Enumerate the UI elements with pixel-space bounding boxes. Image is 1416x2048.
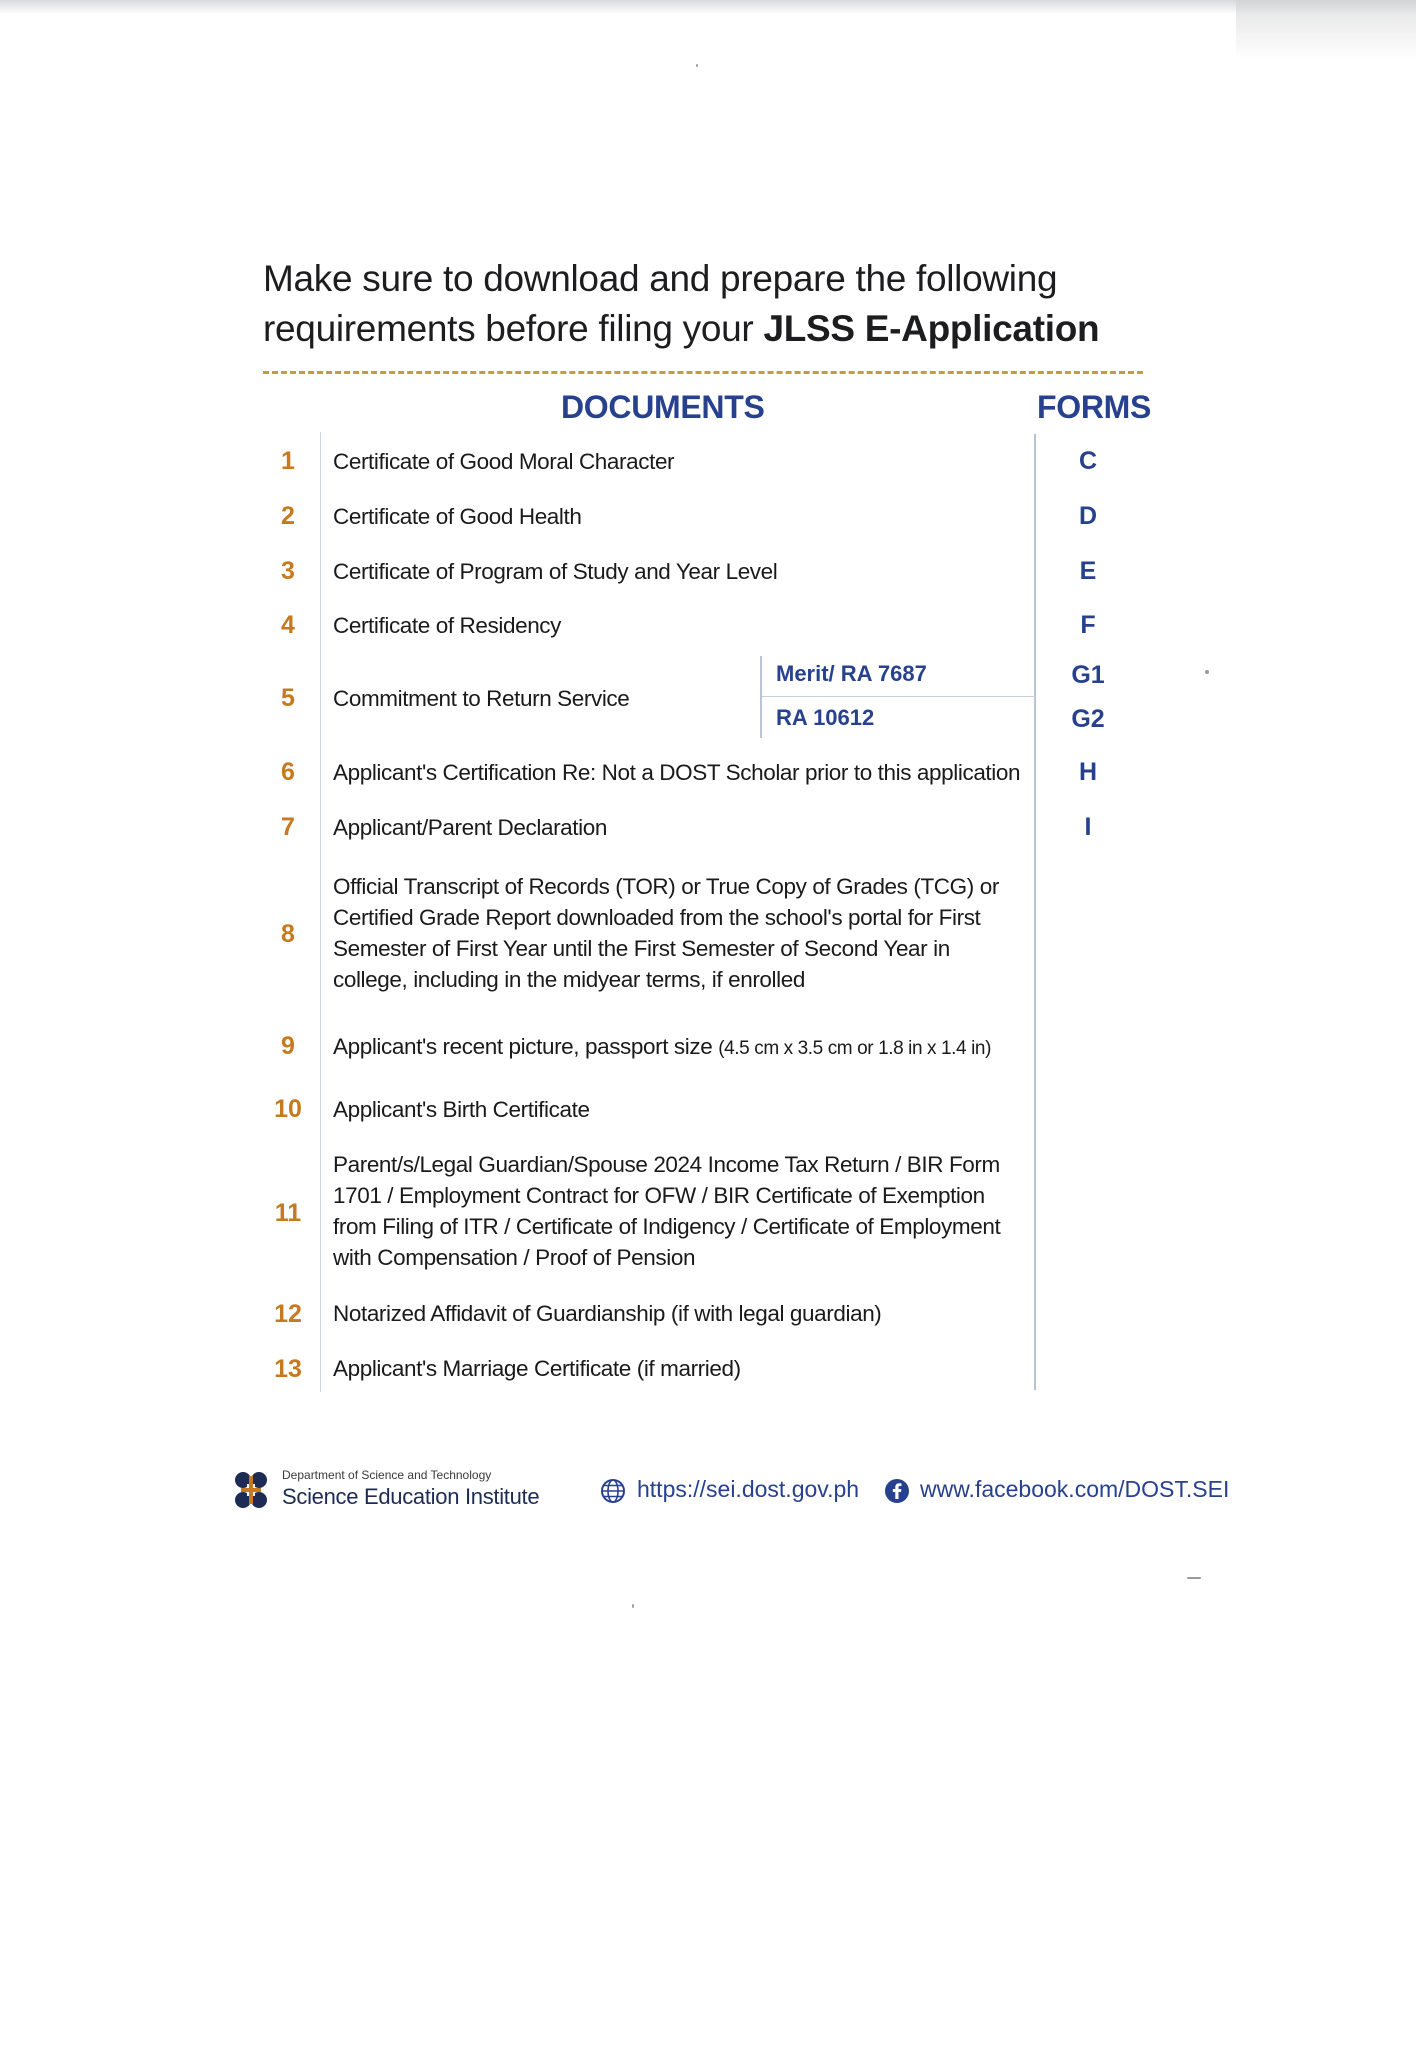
document-name-main: Applicant's recent picture, passport size [333,1034,713,1059]
scan-speck [632,1604,634,1608]
form-code: H [1078,758,1098,786]
document-name: Applicant's Marriage Certificate (if married) [333,1356,741,1381]
document-name: Applicant's Certification Re: Not a DOST Scholar prior to this application [333,760,1021,785]
form-code: G2 [1071,705,1105,733]
document-name: Parent/s/Legal Guardian/Spouse 2024 Income Tax Return / BIR Form 1701 / Employment Contract for OFW / BIR Certificate of Exemption from Filing of ITR / Certificate of Indigency / Certificate of Employment with Compensation / Proof of Pension [333,1152,1001,1270]
heading-line-2-prefix: requirements before filing your [263,308,764,349]
form-code: D [1078,502,1098,530]
return-service-option-label: Merit/ RA 7687 [776,661,927,686]
forms-divider-rule [1034,434,1036,1390]
scan-speck [696,64,698,67]
documents-column-header: DOCUMENTS [561,389,765,425]
row-number: 13 [274,1355,302,1383]
dashed-divider [263,371,1143,374]
documents-left-rule [320,432,321,1392]
sei-logo [233,1470,269,1512]
document-name: Notarized Affidavit of Guardianship (if with legal guardian) [333,1301,882,1326]
department-name: Department of Science and Technology [282,1468,492,1482]
document-name [333,1031,991,1064]
document-name: Applicant's Birth Certificate [333,1097,590,1122]
scan-edge-right [1236,0,1416,60]
row-number: 6 [281,758,295,786]
option-divider [762,696,1036,697]
facebook-icon [884,1478,910,1504]
heading-line-2 [263,304,1163,354]
row-number: 9 [281,1032,295,1060]
globe-icon [600,1478,626,1504]
row-number: 3 [281,557,295,585]
row-number: 4 [281,611,295,639]
row-number: 7 [281,813,295,841]
institute-name: Science Education Institute [282,1484,540,1509]
row-number: 5 [281,684,295,712]
document-name: Commitment to Return Service [333,686,630,711]
document-name: Official Transcript of Records (TOR) or True Copy of Grades (TCG) or Certified Grade Report downloaded from the school's portal for First Semester of First Year until the First Semester of Second Year in college, including in the midyear terms, if enrolled [333,874,999,992]
scan-speck [1205,670,1209,674]
scan-speck [1187,1577,1201,1579]
return-service-options [760,656,1036,738]
row-number: 12 [274,1300,302,1328]
row-number: 8 [281,920,295,948]
forms-column-header: FORMS [1037,389,1152,425]
page-heading [263,254,1163,354]
document-name: Certificate of Good Health [333,504,582,529]
heading-emphasis: JLSS E-Application [763,308,1100,349]
website-link[interactable]: https://sei.dost.gov.ph [637,1476,860,1502]
photo-size-note: (4.5 cm x 3.5 cm or 1.8 in x 1.4 in) [718,1038,992,1059]
heading-line-1: Make sure to download and prepare the following [263,258,1058,299]
document-name: Certificate of Program of Study and Year Level [333,559,778,584]
row-number: 1 [281,447,295,475]
document-name: Certificate of Residency [333,613,562,638]
return-service-option-label: RA 10612 [776,705,875,730]
form-code: F [1080,611,1096,639]
scan-edge-top [0,0,1416,14]
form-code: C [1078,447,1098,475]
row-number: 10 [274,1095,302,1123]
document-name: Applicant/Parent Declaration [333,815,607,840]
document-name: Certificate of Good Moral Character [333,449,675,474]
form-code: E [1079,557,1097,585]
row-number: 2 [281,502,295,530]
facebook-link[interactable]: www.facebook.com/DOST.SEI [920,1476,1230,1502]
form-code: I [1084,813,1092,841]
form-code: G1 [1071,661,1105,689]
row-number: 11 [274,1199,302,1227]
